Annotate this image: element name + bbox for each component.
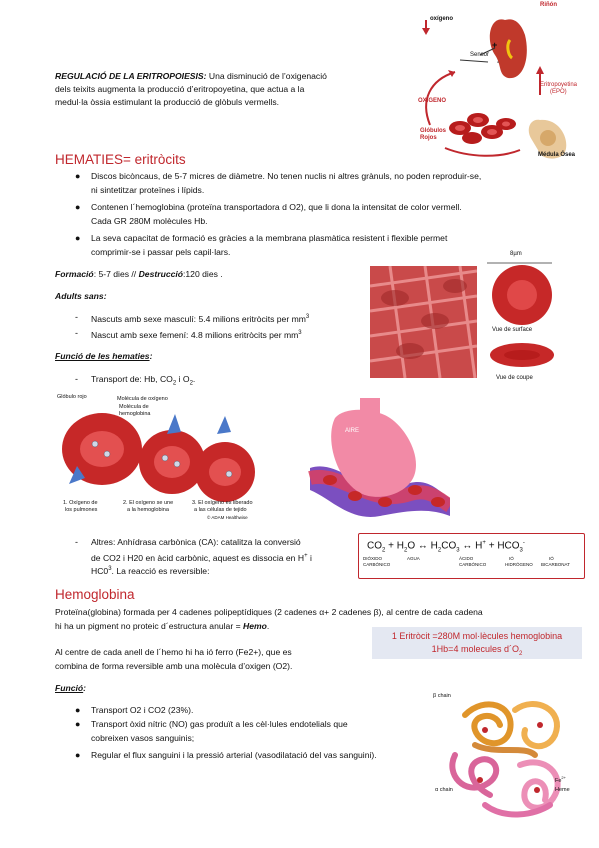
hematies-bullet-2-line-2: Cada GR 280M molècules Hb.	[91, 216, 208, 226]
bullet-icon: ●	[75, 705, 81, 715]
intro-line-3: medul·la òssia estimulant la producció de glòbuls vermells.	[55, 97, 280, 107]
female-count-text: Nascut amb sexe femení: 4.8 milions eritròcits per mm	[91, 329, 299, 340]
hplus: H	[475, 540, 483, 552]
molecula-hb-label: Molécula de	[119, 404, 149, 410]
hb-para-1-line-1: Proteïna(globina) formada per 4 cadenes polipeptídiques (2 cadenes α+ 2 cadenes β), al centre de cada cadena	[55, 607, 483, 617]
hb-para-2-line-1: Al centre de cada anell de l´hemo hi ha ió ferro (Fe2+), que es	[55, 647, 292, 657]
funcio-hematies-heading	[55, 350, 152, 363]
equation-formula	[367, 540, 525, 553]
globulo-label: Glóbulo rojo	[57, 394, 87, 400]
eq-label-5b: BICARBONAT	[541, 562, 570, 567]
anhidrasa-line-3	[91, 563, 209, 578]
hb-para-2-line-2: combina de forma reversible amb una molècula d’oxigen (O2).	[55, 661, 293, 671]
transport-end: .	[192, 374, 196, 384]
bullet-icon: ●	[75, 171, 81, 181]
step-2-label-2: a la hemoglobina	[127, 507, 169, 513]
destruccio-label: Destrucció	[138, 269, 184, 279]
anhidrasa-line-2-text: de CO2 i H20 en àcid carbònic, aquest es dissocia en H	[91, 552, 305, 563]
h2co3-sub1: 2	[437, 547, 442, 554]
epo-abbr-label: (EPO)	[550, 89, 567, 95]
hb-funcio-3: Regular el flux sanguini i la pressió arterial (vasodilatació del vas sanguini).	[91, 750, 377, 760]
oxygen-top-label: oxígeno	[430, 16, 454, 22]
h2o-h: H	[396, 540, 404, 552]
hb-para-1-line-2c: .	[266, 621, 270, 631]
bullet-icon: ●	[75, 750, 81, 760]
hematies-heading: HEMATIES= eritròcits	[55, 152, 186, 167]
dash-icon: -	[75, 328, 78, 338]
marrow-label: Médula Ósea	[538, 152, 576, 158]
adults-heading	[55, 290, 107, 303]
step-1-label: 1. Oxígeno de	[63, 500, 98, 506]
male-sup: 3	[305, 314, 310, 320]
rbc-label: Glóbulos	[420, 128, 446, 134]
step-2-label: 2. El oxígeno se une	[123, 500, 174, 506]
intro-line-2: dels teixits augmenta la producció d’eritropoyetina, que actua a la	[55, 84, 305, 94]
sensor-label: Sensor	[470, 52, 490, 58]
hb-funcio-colon: :	[83, 683, 87, 693]
heme-label: Heme	[555, 787, 570, 793]
rbc-views-figure	[482, 251, 572, 385]
female-sup: 3	[298, 330, 302, 336]
eq-label-1b: CARBÓNICO	[363, 562, 391, 567]
capillary-image	[370, 266, 477, 378]
step-1-label-2: los pulmones	[65, 507, 98, 513]
hb-funcio-1: Transport O2 i CO2 (23%).	[91, 705, 194, 715]
hb-funcio-2-line-1: Transport òxid nítric (NO) gas produït a les cèl·lules endotelials que	[91, 719, 348, 729]
hb-para-1-line-2a: hi ha un pigment no proteic d´estructura anular =	[55, 621, 243, 631]
eq-label-3: ÁCIDO	[459, 556, 474, 561]
hematies-bullet-1-line-2: ni sintetitzar proteïnes i lípids.	[91, 185, 205, 195]
hb-info-line-2-text: 1Hb=4 molecules d´O	[431, 644, 519, 654]
plus-sign: +	[492, 40, 498, 50]
hplus-sup: +	[482, 540, 486, 546]
hb-funcio-heading	[55, 682, 86, 695]
dash-icon: -	[75, 374, 78, 384]
male-count-text: Nascuts amb sexe masculí: 5.4 milions eritròcits per mm	[91, 313, 306, 324]
male-count	[91, 311, 309, 326]
rbc-size-label: 8µm	[510, 251, 522, 257]
anhidrasa-line-2-end: i	[307, 552, 312, 563]
transport-sub: 2	[172, 380, 177, 387]
minus-sign: -	[497, 60, 499, 66]
h2co3-mid: CO	[441, 540, 457, 552]
formacio-value: : 5-7 dies //	[93, 269, 139, 279]
step-3-label-2: a las células de tejido	[194, 507, 247, 513]
dash-icon: -	[75, 537, 78, 547]
hb-para-1-line-2	[55, 620, 269, 633]
anhidrasa-line-1: Altres: Anhídrasa carbònica (CA): catalitza la conversió	[91, 537, 301, 547]
transport-rest: i O	[176, 374, 190, 384]
alveolus-figure	[300, 398, 450, 528]
eq-label-1: DIÓXIDO	[363, 556, 383, 561]
eq-label-2: AGUA	[407, 556, 420, 561]
funcio-hematies-label: Funció de les hematies	[55, 351, 150, 361]
molecula-oxigeno-label: Molécula de oxígeno	[117, 396, 168, 402]
anhidrasa-sup: +	[304, 553, 308, 559]
transport-sub-2: 2	[189, 380, 193, 387]
hb-info-sub: 2	[518, 650, 523, 657]
epo-cycle-figure	[400, 0, 595, 162]
alpha-chain-label: α chain	[435, 787, 453, 793]
bullet-icon: ●	[75, 233, 81, 243]
plus-1: +	[388, 540, 394, 552]
hco3-sub: 3	[519, 547, 523, 554]
aire-label: AIRE	[345, 428, 360, 434]
eritropoiesis-intro	[55, 70, 385, 109]
h2co3-sub2: 3	[456, 547, 460, 554]
hco3: HCO	[497, 540, 520, 552]
fe-text: Fe	[555, 777, 562, 784]
arrow-2: ↔	[462, 540, 473, 552]
hb-info-box	[372, 627, 582, 659]
epo-label: Eritropoyetina	[540, 82, 578, 88]
oxygen-binding-figure	[57, 394, 257, 526]
eq-label-5: IÓ	[549, 556, 554, 561]
hemoglobina-label: hemoglobina	[119, 411, 151, 417]
transport-text: Transport de: Hb, CO	[91, 374, 173, 384]
plus-2: +	[488, 540, 495, 552]
eritropoiesis-title: REGULACIÓ DE LA ERITROPOIESIS:	[55, 71, 207, 81]
anhidrasa-line-3-text: HC0	[91, 565, 109, 576]
bullet-icon: ●	[75, 719, 81, 729]
copyright-label: © ADAM Healthwise	[207, 515, 248, 520]
hematies-bullet-3-line-2: comprimir-se i passar pels capil·lars.	[91, 247, 231, 257]
arrow-1: ↔	[417, 540, 428, 552]
hb-info-line-1: 1 Eritròcit =280M mol·lècules hemoglobina	[391, 631, 563, 641]
h2o-o: O	[407, 540, 416, 552]
anhidrasa-line-3-sup: 3	[108, 566, 112, 572]
eq-label-4: IÓ	[509, 556, 514, 561]
kidney-label: Riñón	[540, 2, 557, 8]
fe-label	[555, 775, 566, 784]
hematies-bullet-3-line-1: La seva capacitat de formació es gràcies a la membrana plasmàtica resistent i flexible permet	[91, 233, 448, 243]
bullet-icon: ●	[75, 202, 81, 212]
hemoglobin-structure-figure	[425, 685, 590, 830]
oxygen-left-label: OXÍGENO	[418, 98, 447, 104]
hematies-bullet-2-line-1: Contenen l´hemoglobina (proteïna transportadora d O2), que li dona la intensitat de color vermell.	[91, 202, 462, 212]
dash-icon: -	[75, 312, 78, 322]
intro-line-1: Una disminució de l’oxigenació	[206, 71, 327, 81]
hb-funcio-label: Funció	[55, 683, 84, 693]
beta-chain-label: β chain	[433, 693, 451, 699]
transport-line	[91, 373, 195, 391]
section-view-label: Vue de coupe	[496, 375, 533, 381]
destruccio-value: :120 dies .	[183, 269, 223, 279]
step-3-label: 3. El oxígeno es liberado	[192, 500, 253, 506]
anhidrasa-line-3-end: . La reacció es reversible:	[111, 565, 210, 576]
formacio-label: Formació	[55, 269, 94, 279]
female-count	[91, 327, 302, 342]
formacio-line	[55, 268, 223, 281]
h2co3-h: H	[430, 540, 438, 552]
hb-funcio-2-line-2: cobreixen vasos sanguinis;	[91, 733, 195, 743]
adults-colon: :	[103, 291, 107, 301]
fe-sup: 2+	[561, 775, 566, 780]
hematies-bullet-1-line-1: Discos bicòncaus, de 5-7 micres de diàmetre. No tenen nuclis ni altres grànuls, no poden reproduir-se,	[91, 171, 482, 181]
hemoglobina-heading: Hemoglobina	[55, 587, 135, 602]
co2-sub: 2	[382, 547, 386, 554]
funcio-hematies-colon: :	[149, 351, 153, 361]
surface-view-label: Vue de surface	[492, 327, 533, 333]
co2: CO	[367, 540, 382, 552]
hemo-term: Hemo	[242, 621, 267, 631]
hb-info-line-2	[372, 643, 582, 661]
rbc-label-2: Rojos	[420, 135, 437, 141]
eq-label-3b: CARBÓNICO	[459, 562, 487, 567]
h2o-sub: 2	[403, 547, 408, 554]
eq-label-4b: HIDRÓGENO	[505, 562, 533, 567]
adults-label: Adults sans	[55, 291, 104, 301]
hco3-sup: -	[522, 540, 525, 546]
equation-box	[358, 533, 585, 579]
